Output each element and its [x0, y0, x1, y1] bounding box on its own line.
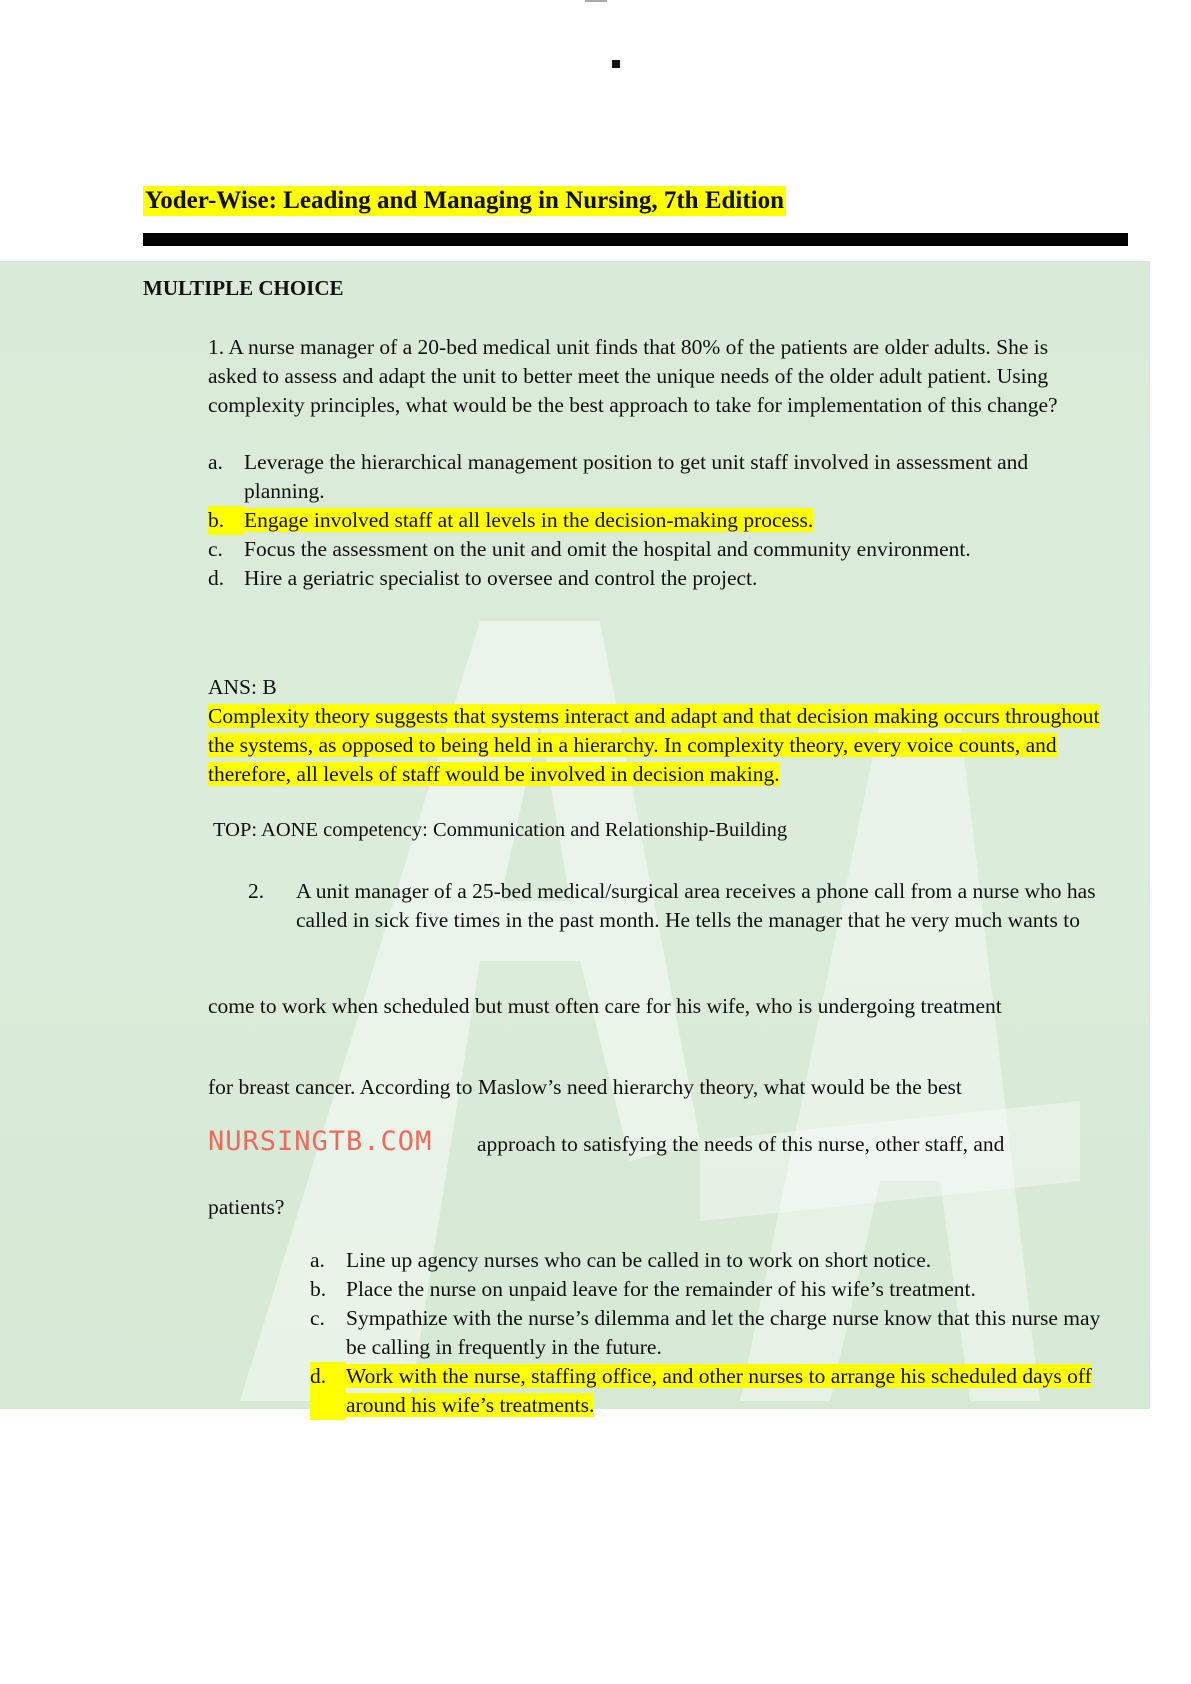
option-text: Hire a geriatric specialist to oversee and control the project.: [244, 566, 758, 590]
option-text: Focus the assessment on the unit and omit the hospital and community environment.: [244, 537, 971, 561]
option-text: Sympathize with the nurse’s dilemma and let the charge nurse know that this nurse may be calling in frequently in the future.: [346, 1306, 1101, 1359]
question-1-stem: 1. A nurse manager of a 20-bed medical unit finds that 80% of the patients are older adults. She is asked to assess and adapt the unit to better meet the unique needs of the older adult patient. Using complexity principles, what would be the best approach to take for implementation of this change?: [208, 335, 1058, 417]
question-2-options: [310, 1246, 1110, 1420]
question-2-continued: patients?: [208, 1195, 285, 1219]
option-letter: d.: [208, 566, 225, 590]
q2-option-a[interactable]: [310, 1246, 1110, 1275]
option-text: Leverage the hierarchical management position to get unit staff involved in assessment and planning.: [244, 450, 1029, 503]
option-letter: c.: [310, 1306, 325, 1330]
topic-line: TOP: AONE competency: Communication and Relationship-Building: [213, 819, 788, 841]
site-watermark: NURSINGTB.COM: [208, 1126, 433, 1157]
q1-option-c[interactable]: [208, 535, 1098, 564]
q2-option-b[interactable]: [310, 1275, 1110, 1304]
option-text: Engage involved staff at all levels in the decision-making process.: [244, 508, 814, 532]
q1-option-a[interactable]: [208, 448, 1098, 506]
option-letter: d.: [310, 1362, 346, 1420]
option-letter: b.: [310, 1277, 327, 1301]
question-1-options: [208, 448, 1098, 593]
answer-rationale: [208, 702, 1108, 789]
question-2-continued: for breast cancer. According to Maslow’s need hierarchy theory, what would be the best: [208, 1075, 962, 1099]
header-mark: [585, 0, 607, 2]
section-heading: MULTIPLE CHOICE: [143, 276, 344, 300]
q2-option-d[interactable]: [310, 1362, 1110, 1420]
question-2-continued: approach to satisfying the needs of this nurse, other staff, and: [477, 1132, 1005, 1156]
q2-option-c[interactable]: [310, 1304, 1110, 1362]
option-letter: a.: [310, 1248, 325, 1272]
q1-option-d[interactable]: [208, 564, 1098, 593]
option-letter: c.: [208, 537, 223, 561]
question-number: 2.: [248, 879, 265, 903]
option-text: Place the nurse on unpaid leave for the remainder of his wife’s treatment.: [346, 1277, 976, 1301]
question-2-continued: come to work when scheduled but must often care for his wife, who is undergoing treatment: [208, 994, 1002, 1018]
option-text: Work with the nurse, staffing office, and other nurses to arrange his scheduled days off around his wife’s treatments.: [346, 1364, 1092, 1417]
option-text: Line up agency nurses who can be called in to work on short notice.: [346, 1248, 932, 1272]
page-marker: [612, 60, 620, 68]
option-letter: a.: [208, 450, 223, 474]
question-2-text: A unit manager of a 25-bed medical/surgical area receives a phone call from a nurse who has called in sick five times in the past month. He tells the manager that he very much wants to: [296, 879, 1096, 932]
question-2-stem: [248, 877, 1118, 935]
q1-option-b[interactable]: [208, 506, 1098, 535]
answer-key: ANS: B: [208, 675, 277, 699]
title-divider: [143, 233, 1128, 246]
option-letter: b.: [208, 506, 244, 535]
page-title: Yoder-Wise: Leading and Managing in Nursing, 7th Edition: [145, 187, 785, 214]
rationale-text: Complexity theory suggests that systems interact and adapt and that decision making occurs throughout the systems, as opposed to being held in a hierarchy. In complexity theory, every voice counts, and therefore, all levels of staff would be involved in decision making.: [208, 704, 1100, 786]
